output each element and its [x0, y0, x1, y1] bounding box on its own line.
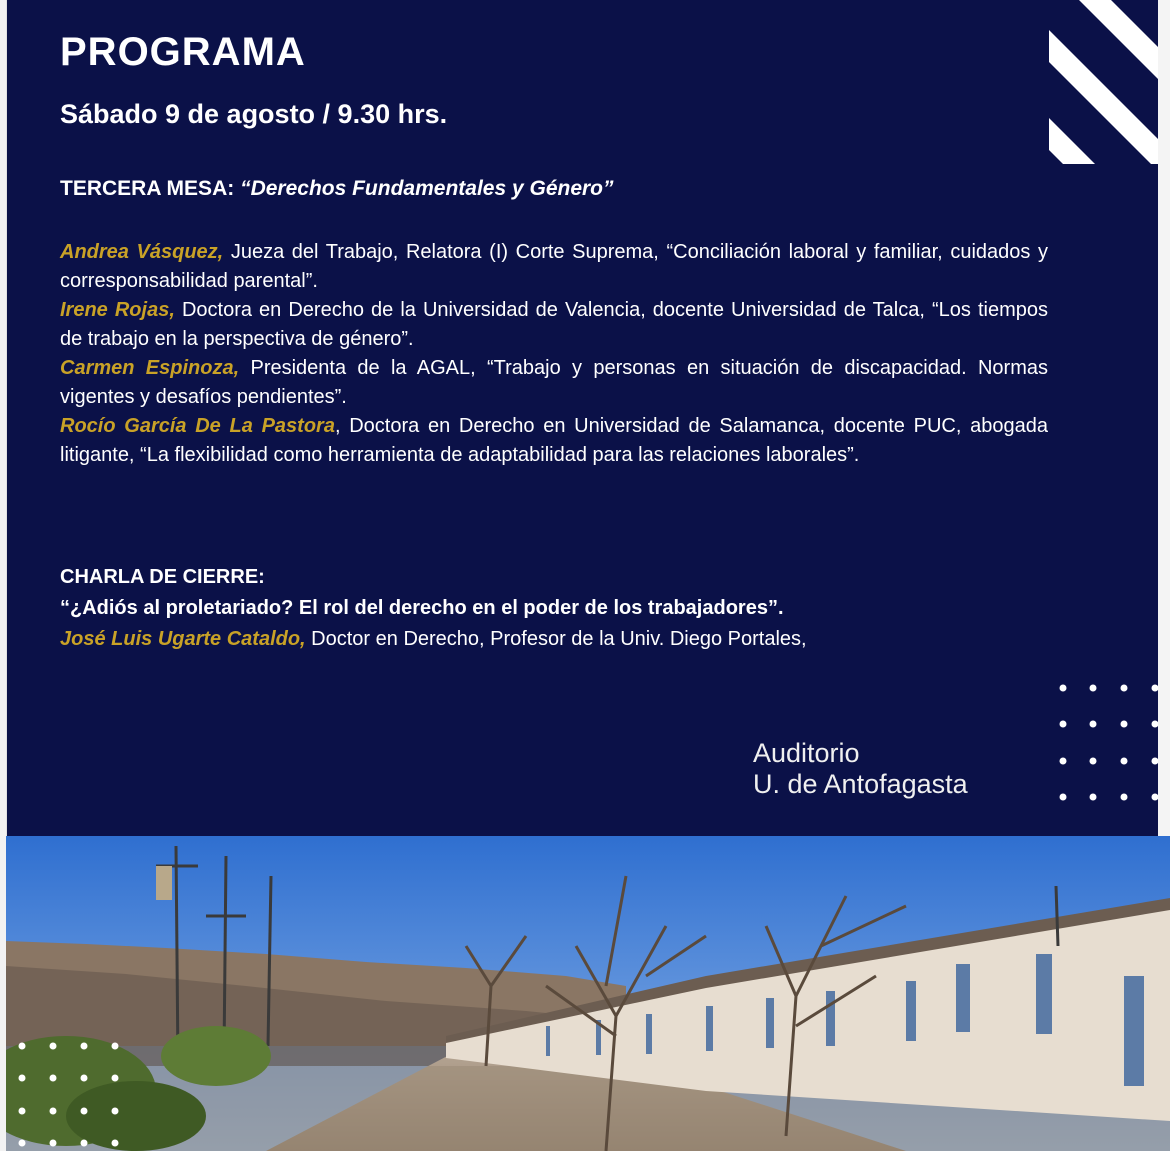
venue-line-2: U. de Antofagasta: [753, 769, 968, 799]
speaker-item: [60, 354, 1048, 412]
speaker-name: Rocío García De La Pastora: [60, 415, 335, 437]
speaker-item: [60, 238, 1048, 296]
closing-speaker-name: José Luis Ugarte Cataldo,: [60, 628, 306, 650]
closing-speaker: [60, 624, 1060, 655]
program-panel: [7, 0, 1158, 836]
session-label: TERCERA MESA:: [60, 177, 241, 200]
speaker-item: [60, 412, 1048, 470]
speaker-details: Presidenta de la AGAL, “Trabajo y personas en situación de discapacidad. Normas vigentes y desafíos pendientes”.: [60, 357, 1048, 408]
diagonal-stripes-icon: [1049, 0, 1158, 164]
dot-grid-icon: [1053, 678, 1165, 808]
venue: [753, 738, 968, 800]
speaker-list: [60, 238, 1048, 470]
speaker-details: , Doctora en Derecho en Universidad de Salamanca, docente PUC, abogada litigante, “La flexibilidad como herramienta de adaptabilidad para las relaciones laborales”.: [60, 415, 1048, 466]
page-right-edge: [1158, 0, 1170, 836]
speaker-name: Irene Rojas,: [60, 299, 175, 321]
speaker-name: Carmen Espinoza,: [60, 357, 240, 379]
speaker-details: Doctora en Derecho de la Universidad de Valencia, docente Universidad de Talca, “Los tiempos de trabajo en la perspectiva de género”.: [60, 299, 1048, 350]
closing-title: “¿Adiós al proletariado? El rol del derecho en el poder de los trabajadores”.: [60, 597, 784, 619]
page-title: PROGRAMA: [60, 30, 306, 74]
speaker-details: Jueza del Trabajo, Relatora (I) Corte Suprema, “Conciliación laboral y familiar, cuidados y corresponsabilidad parental”.: [60, 241, 1048, 292]
session-title: “Derechos Fundamentales y Género”: [240, 177, 614, 200]
closing-label: CHARLA DE CIERRE:: [60, 566, 265, 588]
venue-line-1: Auditorio: [753, 738, 860, 768]
closing-talk: [60, 562, 1060, 655]
event-date: Sábado 9 de agosto / 9.30 hrs.: [60, 99, 448, 129]
speaker-name: Andrea Vásquez,: [60, 241, 224, 263]
speaker-item: [60, 296, 1048, 354]
closing-speaker-details: Doctor en Derecho, Profesor de la Univ. Diego Portales,: [305, 628, 807, 650]
session-heading: [60, 177, 614, 201]
street-photo: [6, 836, 1170, 1151]
